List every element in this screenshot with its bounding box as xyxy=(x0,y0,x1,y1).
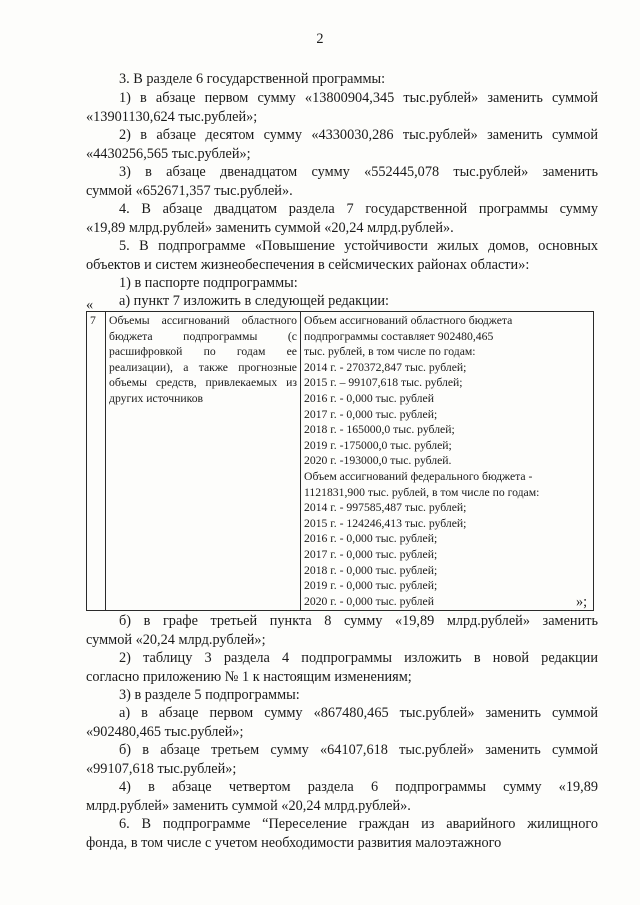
value-line: 2019 г. - 0,000 тыс. рублей; xyxy=(304,579,438,593)
value-line: 2015 г. - 124246,413 тыс. рублей; xyxy=(304,516,467,530)
paragraph-line: объектов и систем жизнеобеспечения в сейсмических районах области»: xyxy=(86,256,530,273)
value-line: 2020 г. - 0,000 тыс. рублей xyxy=(304,594,434,608)
values-cell xyxy=(301,312,594,611)
paragraph-line: «19,89 млрд.рублей» заменить суммой «20,24 млрд.рублей». xyxy=(86,219,454,236)
value-line: 2014 г. - 270372,847 тыс. рублей; xyxy=(304,360,467,374)
quote-open: « xyxy=(86,297,94,313)
paragraph-line: 1) в паспорте подпрограммы: xyxy=(119,275,298,291)
paragraph-line: 4. В абзаце двадцатом раздела 7 государственной программы сумму xyxy=(119,201,598,217)
paragraph-line: «902480,465 тыс.рублей»; xyxy=(86,723,244,740)
paragraph-line: 2) таблицу 3 раздела 4 подпрограммы изложить в новой редакции xyxy=(119,650,598,666)
paragraph-line: суммой «20,24 млрд.рублей»; xyxy=(86,631,266,648)
value-line: 2017 г. - 0,000 тыс. рублей; xyxy=(304,547,438,561)
paragraph-line: 3) в разделе 5 подпрограммы: xyxy=(119,687,300,703)
paragraph-line: «99107,618 тыс.рублей»; xyxy=(86,760,237,777)
value-line: 2016 г. - 0,000 тыс. рублей; xyxy=(304,532,438,546)
value-line: Объем ассигнований федерального бюджета - xyxy=(304,469,533,483)
paragraph-line: фонда, в том числе с учетом необходимости развития малоэтажного xyxy=(86,834,502,851)
paragraph-line: «4430256,565 тыс.рублей»; xyxy=(86,145,251,162)
allocation-table xyxy=(86,311,594,611)
paragraph-line: 6. В подпрограмме “Переселение граждан из аварийного жилищного xyxy=(119,816,598,832)
paragraph-line: млрд.рублей» заменить суммой «20,24 млрд.рублей». xyxy=(86,797,411,814)
value-line: 2017 г. - 0,000 тыс. рублей; xyxy=(304,407,438,421)
row-number-cell: 7 xyxy=(87,312,106,611)
description-cell: Объемы ассигнований областного бюджета подпрограммы (с расшифровкой по годам ее реализации), а также прогнозные объемы средств, привлекаемых из других источников xyxy=(106,312,301,611)
value-line: 2020 г. -193000,0 тыс. рублей. xyxy=(304,454,452,468)
value-line: 2018 г. - 165000,0 тыс. рублей; xyxy=(304,423,455,437)
value-line: 2018 г. - 0,000 тыс. рублей; xyxy=(304,563,438,577)
quote-close: »; xyxy=(576,594,588,610)
paragraph-line: 2) в абзаце десятом сумму «4330030,286 тыс.рублей» заменить суммой xyxy=(119,127,598,143)
paragraph-line: 1) в абзаце первом сумму «13800904,345 тыс.рублей» заменить суммой xyxy=(119,90,598,106)
paragraph-line: б) в графе третьей пункта 8 сумму «19,89 млрд.рублей» заменить xyxy=(119,613,598,629)
paragraph-line: 3. В разделе 6 государственной программы: xyxy=(119,71,386,87)
paragraph-line: согласно приложению № 1 к настоящим изменениям; xyxy=(86,668,412,685)
paragraph-line: а) пункт 7 изложить в следующей редакции: xyxy=(119,293,389,309)
paragraph-line: 5. В подпрограмме «Повышение устойчивости жилых домов, основных xyxy=(119,238,598,254)
paragraph-line: а) в абзаце первом сумму «867480,465 тыс.рублей» заменить суммой xyxy=(119,705,598,721)
paragraph-line: «13901130,624 тыс.рублей»; xyxy=(86,108,258,125)
page-number: 2 xyxy=(316,31,324,47)
value-line: подпрограммы составляет 902480,465 xyxy=(304,329,494,343)
paragraph-line: б) в абзаце третьем сумму «64107,618 тыс.рублей» заменить суммой xyxy=(119,742,598,758)
value-line: Объем ассигнований областного бюджета xyxy=(304,314,513,327)
value-line: 1121831,900 тыс. рублей, в том числе по годам: xyxy=(304,485,540,499)
paragraph-line: 3) в абзаце двенадцатом сумму «552445,078 тыс.рублей» заменить xyxy=(119,164,598,180)
value-line: 2014 г. - 997585,487 тыс. рублей; xyxy=(304,501,467,515)
value-line: 2016 г. - 0,000 тыс. рублей xyxy=(304,391,434,405)
paragraph-line: суммой «652671,357 тыс.рублей». xyxy=(86,182,293,199)
table-row xyxy=(87,312,594,611)
value-line: тыс. рублей, в том числе по годам: xyxy=(304,345,476,359)
value-line: 2019 г. -175000,0 тыс. рублей; xyxy=(304,438,452,452)
paragraph-line: 4) в абзаце четвертом раздела 6 подпрограммы сумму «19,89 xyxy=(119,779,598,795)
value-line: 2015 г. – 99107,618 тыс. рублей; xyxy=(304,376,463,390)
